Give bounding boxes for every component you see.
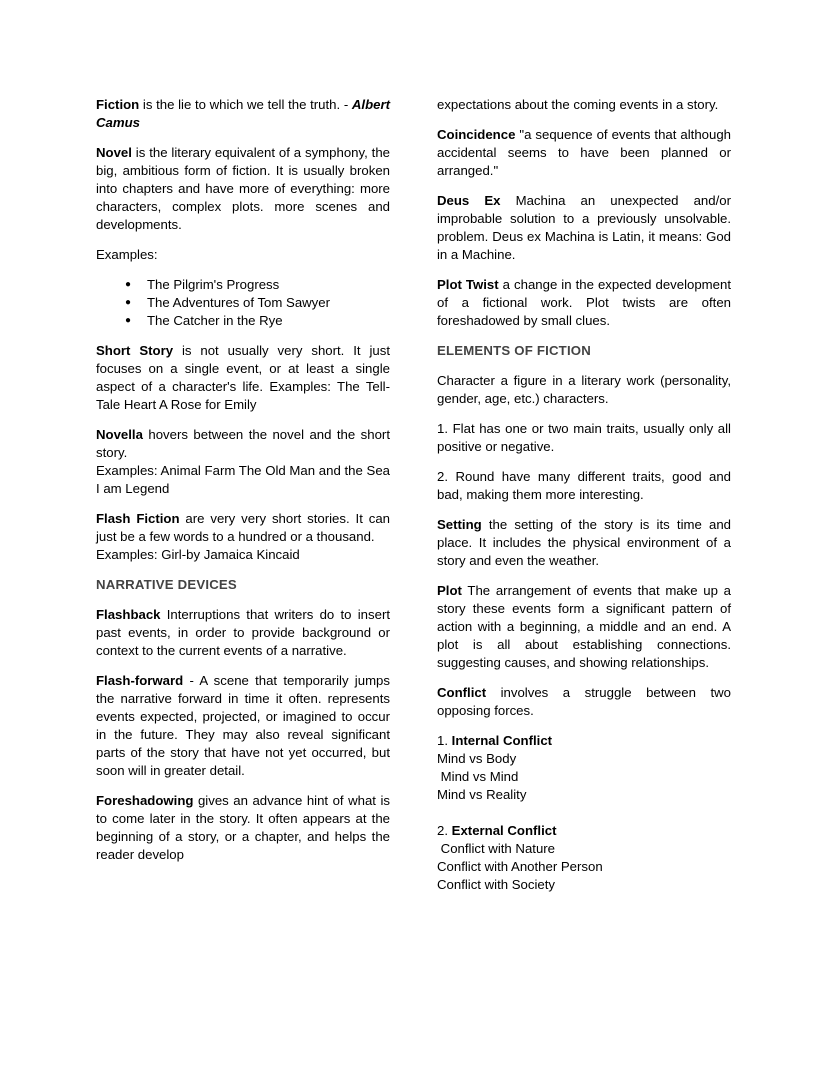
internal-conflict-number: 1.	[437, 733, 452, 748]
paragraph-foreshadowing	[96, 792, 390, 864]
term-flashback-body: Interruptions that writers do to insert past events, in order to provide background or context to the current events of a narrative.	[96, 607, 390, 658]
paragraph-plot	[437, 582, 731, 672]
paragraph-coincidence	[437, 126, 731, 180]
two-column-layout	[96, 96, 732, 906]
paragraph-plot-twist	[437, 276, 731, 330]
term-flash-forward: Flash-forward	[96, 673, 184, 688]
novella-examples: Examples: Animal Farm The Old Man and the Sea I am Legend	[96, 463, 390, 496]
term-deus-ex: Deus Ex	[437, 193, 501, 208]
term-novel-body: is the literary equivalent of a symphony, the big, ambitious form of fiction. It is usually broken into chapters and have more of everything: more characters, complex plots. more scenes and developments.	[96, 145, 390, 232]
term-conflict-body: involves a struggle between two opposing forces.	[437, 685, 731, 718]
term-foreshadowing-body: gives an advance hint of what is to come later in the story. It often appears at the beginning of a story, or a chapter, and helps the reader develop	[96, 793, 390, 862]
paragraph-novella	[96, 426, 390, 498]
external-conflict-number: 2.	[437, 823, 452, 838]
attribution-albert-camus: Albert Camus	[96, 97, 390, 130]
term-fiction-body: is the lie to which we tell the truth. -	[139, 97, 352, 112]
term-novella-body: hovers between the novel and the short story.	[96, 427, 390, 460]
paragraph-flash-forward	[96, 672, 390, 780]
term-short-story-body: is not usually very short. It just focuses on a single event, or at least a single aspect of a character's life. Examples: The Tell-Tale Heart A Rose for Emily	[96, 343, 390, 412]
term-flash-fiction: Flash Fiction	[96, 511, 180, 526]
paragraph-flash-fiction	[96, 510, 390, 564]
term-plot-twist-body: a change in the expected development of a fictional work. Plot twists are often foreshadowed by small clues.	[437, 277, 732, 328]
term-coincidence: Coincidence	[437, 127, 516, 142]
left-column	[96, 96, 390, 864]
list-item: Mind vs Mind	[437, 769, 519, 784]
paragraph-novel	[96, 144, 390, 234]
paragraph-round-character: 2. Round have many different traits, good and bad, making them more interesting.	[437, 469, 731, 502]
term-novel: Novel	[96, 145, 132, 160]
term-novella: Novella	[96, 427, 143, 442]
novel-examples-list	[96, 276, 390, 330]
term-flash-fiction-body: are very very short stories. It can just be a few words to a hundred or a thousand.	[96, 511, 390, 544]
paragraph-short-story	[96, 342, 390, 414]
flash-fiction-examples: Examples: Girl-by Jamaica Kincaid	[96, 547, 300, 562]
term-plot-twist: Plot Twist	[437, 277, 499, 292]
list-item: ● The Catcher in the Rye	[125, 312, 390, 330]
external-conflict-heading	[437, 822, 731, 840]
right-column	[437, 96, 731, 906]
paragraph-character: Character a figure in a literary work (personality, gender, age, etc.) characters.	[437, 373, 731, 406]
term-flash-forward-body: - A scene that temporarily jumps the narrative forward in time it often. represents events expected, projected, or imagined to occur in the future. They may also reveal significant parts of the story that have not yet occurred, but soon will in greater detail.	[96, 673, 390, 778]
list-item: Mind vs Body	[437, 751, 517, 766]
paragraph-foreshadowing-continued: expectations about the coming events in a story.	[437, 97, 719, 112]
term-short-story: Short Story	[96, 343, 174, 358]
paragraph-deus-ex-machina	[437, 192, 731, 264]
list-item: Conflict with Another Person	[437, 859, 603, 874]
term-setting: Setting	[437, 517, 482, 532]
paragraph-setting	[437, 516, 731, 570]
examples-label-novel: Examples:	[96, 247, 158, 262]
term-plot: Plot	[437, 583, 462, 598]
term-setting-body: the setting of the story is its time and place. It includes the physical environment of a story and even the weather.	[437, 517, 731, 568]
list-item: Conflict with Society	[437, 877, 555, 892]
list-item: Conflict with Nature	[437, 841, 555, 856]
external-conflict-block	[437, 822, 731, 894]
paragraph-flat-character: 1. Flat has one or two main traits, usually only all positive or negative.	[437, 421, 731, 454]
section-heading-narrative-devices: NARRATIVE DEVICES	[96, 577, 237, 592]
term-plot-body: The arrangement of events that make up a story these events form a significant pattern of action with a beginning, a middle and an end. A plot is all about establishing connections. suggesting causes, and showing relationships.	[437, 583, 731, 670]
term-fiction: Fiction	[96, 97, 140, 112]
list-item: Mind vs Reality	[437, 787, 527, 802]
internal-conflict-heading	[437, 732, 731, 750]
paragraph-fiction	[96, 96, 390, 132]
list-item: ● The Pilgrim's Progress	[125, 276, 390, 294]
term-internal-conflict: Internal Conflict	[451, 733, 553, 748]
term-coincidence-body: "a sequence of events that although accidental seems to have been planned or arranged."	[437, 127, 731, 178]
list-item: ● The Adventures of Tom Sawyer	[125, 294, 390, 312]
term-external-conflict: External Conflict	[451, 823, 557, 838]
paragraph-flashback	[96, 606, 390, 660]
internal-conflict-block	[437, 732, 731, 804]
section-heading-elements-of-fiction: ELEMENTS OF FICTION	[437, 343, 591, 358]
term-flashback: Flashback	[96, 607, 161, 622]
paragraph-conflict	[437, 684, 731, 720]
term-deus-ex-body: Machina an unexpected and/or improbable solution to a previously unsolvable. problem. Deus ex Machina is Latin, it means: God in a Machine.	[437, 193, 731, 262]
term-foreshadowing: Foreshadowing	[96, 793, 194, 808]
term-conflict: Conflict	[437, 685, 487, 700]
